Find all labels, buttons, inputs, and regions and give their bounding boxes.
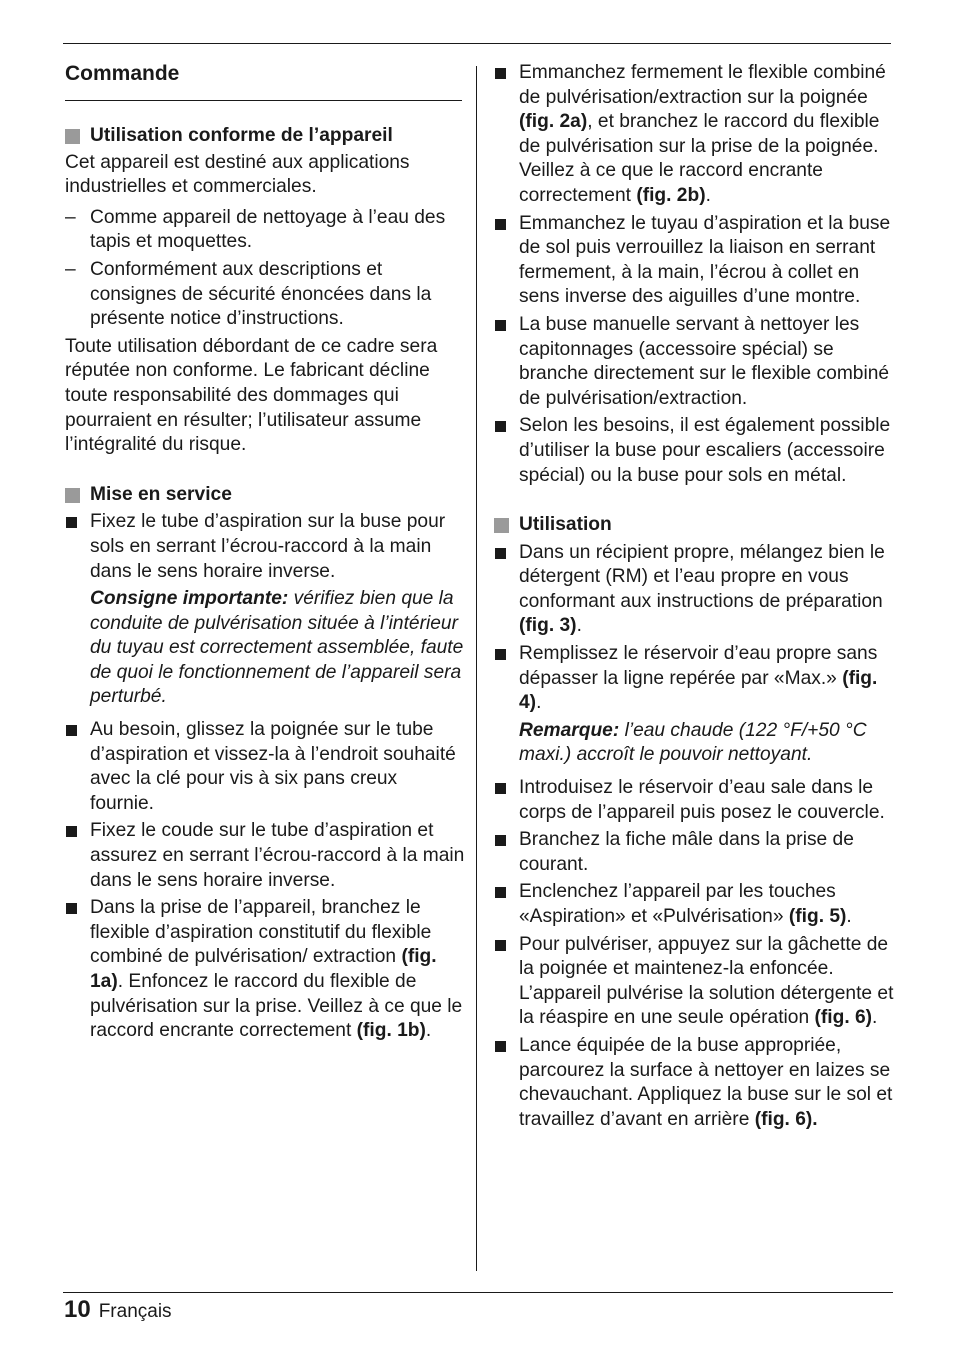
subsection-title-usage: Utilisation — [494, 513, 894, 538]
bullet-item — [494, 1034, 894, 1132]
text: . — [576, 615, 582, 637]
text: . — [872, 1007, 878, 1029]
important-note — [65, 587, 465, 710]
text: . — [536, 692, 542, 714]
top-rule — [63, 43, 891, 44]
page-language: Français — [98, 1301, 172, 1322]
text: Pour pulvériser, appuyez sur la gâchette de la poignée et maintenez-la enfoncée. L’appareil pulvérise la solution détergente et la réaspire en une seule opération — [519, 933, 894, 1029]
bullet-item — [494, 642, 894, 716]
figure-ref: (fig. 5) — [788, 906, 847, 927]
note-text: vérifiez bien que la conduite de pulvérisation située à l’intérieur du tuyau est correctement assemblée, faute de quoi le fonctionnement de l’appareil sera perturbé. — [90, 588, 464, 708]
note-text: l’eau chaude (122 °F/+50 °C maxi.) accroît le pouvoir nettoyant. — [519, 719, 867, 766]
dash-item: – Comme appareil de nettoyage à l’eau des tapis et moquettes. — [65, 206, 465, 255]
bullet-item: Introduisez le réservoir d’eau sale dans le corps de l’appareil puis posez le couvercle. — [494, 776, 894, 825]
figure-ref: (fig. 1a) — [90, 946, 437, 992]
bullet-item — [494, 933, 894, 1031]
left-column — [65, 61, 465, 1044]
text: Emmanchez fermement le flexible combiné de pulvérisation/extraction sur la poignée — [519, 62, 886, 108]
bullet-item: La buse manuelle servant à nettoyer les capitonnages (accessoire spécial) se branche directement sur le flexible combiné de pulvérisation/extraction. — [494, 313, 894, 411]
bullet-item — [65, 896, 465, 1044]
figure-ref: (fig. 6) — [814, 1007, 873, 1029]
subsection-title-intended-use: Utilisation conforme de l’appareil — [65, 124, 465, 149]
figure-ref: (fig. 4) — [519, 667, 878, 714]
note-label: Consigne importante: — [90, 588, 289, 610]
page-footer — [64, 1296, 172, 1324]
remark-note — [494, 719, 894, 768]
bullet-item — [494, 541, 894, 639]
figure-ref: (fig. 3) — [519, 615, 577, 637]
section-heading: Commande — [65, 62, 180, 85]
bullet-item: Selon les besoins, il est également possible d’utiliser la buse pour escaliers (accessoire spécial) ou la buse pour sols en métal. — [494, 414, 894, 488]
dash-item: – Conformément aux descriptions et consignes de sécurité énoncées dans la présente notice d’instructions. — [65, 258, 465, 332]
right-column — [494, 61, 894, 1132]
text: Lance équipée de la buse appropriée, parcourez la surface à nettoyer en laizes se chevauchant. Appliquez la buse sur le sol et travaillez d’avant en arrière — [519, 1034, 893, 1130]
text: Dans un récipient propre, mélangez bien le détergent (RM) et l’eau propre en vous conformant aux instructions de préparation — [519, 541, 885, 612]
bullet-item: Emmanchez le tuyau d’aspiration et la buse de sol puis verrouillez la liaison en serrant fermement, à la main, l’écrou à collet en sens inverse des aiguilles d’une montre. — [494, 212, 894, 310]
bullet-item — [494, 880, 894, 929]
column-divider — [476, 66, 477, 1271]
note-label: Remarque: — [519, 719, 620, 741]
text: . — [846, 906, 852, 927]
text: Remplissez le réservoir d’eau propre sans dépasser la ligne repérée par «Max.» — [519, 643, 878, 689]
bottom-rule — [63, 1292, 893, 1293]
figure-ref: (fig. 6). — [754, 1108, 818, 1130]
figure-ref: (fig. 2b) — [636, 184, 706, 206]
bullet-item: Fixez le coude sur le tube d’aspiration et assurez en serrant l’écrou-raccord à la main dans le sens horaire inverse. — [65, 819, 465, 893]
text: , et branchez le raccord du flexible de pulvérisation sur la prise de la poignée. Veillez à ce que le raccord encrante correctement — [519, 111, 880, 206]
paragraph: Toute utilisation débordant de ce cadre sera réputée non conforme. Le fabricant décline toute responsabilité des dommages qui pourraient en résulter; l’utilisateur assume l’intégralité du risque. — [65, 335, 438, 456]
bullet-item: Au besoin, glissez la poignée sur le tube d’aspiration et vissez-la à l’endroit souhaité avec la clé pour vis à six pans creux fournie. — [65, 718, 465, 816]
bullet-item: Branchez la fiche mâle dans la prise de courant. — [494, 828, 894, 877]
page-number: 10 — [64, 1296, 91, 1323]
text: Enclenchez l’appareil par les touches «Aspiration» et «Pulvérisation» — [519, 881, 836, 927]
bullet-item: Fixez le tube d’aspiration sur la buse pour sols en serrant l’écrou-raccord à la main dans le sens horaire inverse. — [65, 510, 465, 584]
bullet-item — [494, 61, 894, 209]
figure-ref: (fig. 1b) — [356, 1020, 426, 1042]
text: . — [425, 1020, 432, 1042]
figure-ref: (fig. 2a) — [519, 111, 588, 133]
paragraph: Cet appareil est destiné aux applications industrielles et commerciales. — [65, 151, 410, 198]
subsection-title-startup: Mise en service — [65, 483, 465, 508]
text: . — [705, 184, 711, 206]
text: Dans la prise de l’appareil, branchez le flexible d’aspiration constitutif du flexible combiné de pulvérisation/ extraction — [90, 897, 432, 968]
text: . Enfoncez le raccord du flexible de pulvérisation sur la prise. Veillez à ce que le raccord encrante correctement — [90, 971, 463, 1042]
